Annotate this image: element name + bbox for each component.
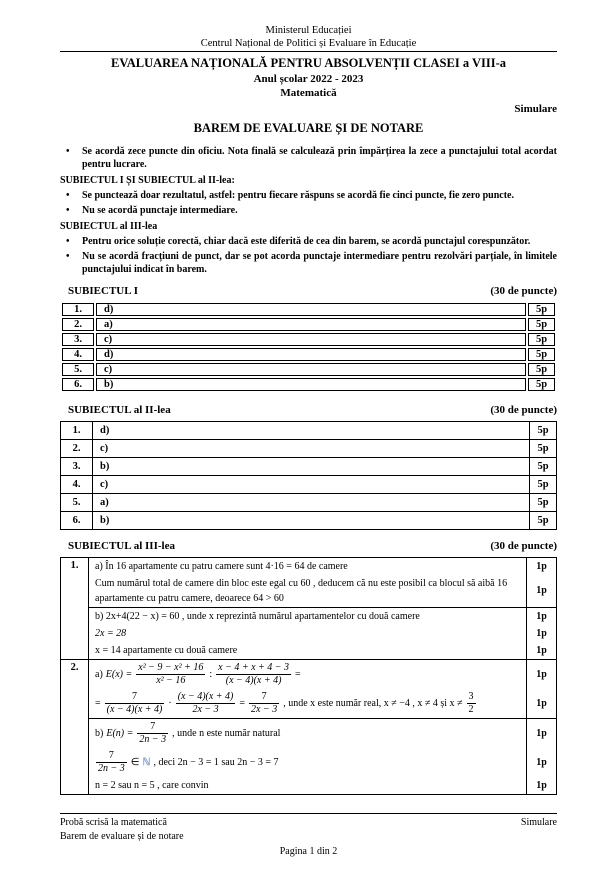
part-label: a) xyxy=(95,668,103,680)
note-bullet xyxy=(60,235,557,248)
table-row xyxy=(61,421,557,439)
section-points: (30 de puncte) xyxy=(490,403,557,416)
points-cell: 1p xyxy=(526,642,556,659)
item-number: 6. xyxy=(62,378,94,391)
item-number: 6. xyxy=(61,511,93,529)
section-title: SUBIECTUL I xyxy=(68,284,139,297)
points-cell: 5p xyxy=(530,421,557,439)
note-text: Se acordă zece puncte din oficiu. Nota finală se calculează prin împărțirea la zece a punctajului total acordat pentru lucrare. xyxy=(82,145,557,170)
item-number: 2. xyxy=(61,439,93,457)
operator: = xyxy=(295,668,301,680)
answer-cell: b) xyxy=(96,378,526,391)
solution-line xyxy=(89,575,556,607)
answer-cell: a) xyxy=(96,318,526,331)
solution-part-b xyxy=(89,719,556,794)
note-text: Se punctează doar rezultatul, astfel: pentru fiecare răspuns se acordă fie cinci puncte, fie zero puncte. xyxy=(82,189,514,201)
fraction: $\frac{(x - 4)(x + 4)}{2x - 3}$ xyxy=(177,690,234,715)
bullet-icon: • xyxy=(66,204,70,216)
solution-part-a xyxy=(89,558,556,608)
points-cell: 5p xyxy=(530,493,557,511)
section-points: (30 de puncte) xyxy=(490,539,557,552)
solution-line xyxy=(89,719,556,748)
table-row xyxy=(62,363,555,376)
page-number: Pagina 1 din 2 xyxy=(279,846,338,857)
solution-line xyxy=(89,689,556,718)
solution-line xyxy=(89,558,556,575)
table-row xyxy=(62,318,555,331)
points-cell: 5p xyxy=(528,303,555,316)
item-number: 2. xyxy=(62,318,94,331)
fraction: $\frac{7}{(x - 4)(x + 4)}$ xyxy=(106,690,163,715)
footer-variant: Simulare xyxy=(520,817,557,828)
solution-line xyxy=(89,608,556,625)
points-cell: 1p xyxy=(526,777,556,794)
answer-cell: c) xyxy=(96,363,526,376)
footer-doc-name: Barem de evaluare și de notare xyxy=(60,830,184,842)
bullet-icon: • xyxy=(66,235,70,247)
points-cell: 5p xyxy=(528,333,555,346)
ministry-line: Ministerul Educației xyxy=(265,25,352,36)
subject1-answers-table xyxy=(60,301,557,393)
table-row xyxy=(61,475,557,493)
fraction: $\frac{\text{x² − 9 − x² + 16}}{\text{x² − 16}}$ xyxy=(138,661,204,686)
operator: : xyxy=(209,668,213,680)
condition-text: , unde x este număr real, x ≠ −4 , x ≠ 4 și x ≠ xyxy=(283,697,463,709)
subject3-solutions-table xyxy=(60,557,557,795)
question-number: 1. xyxy=(61,557,89,659)
points-cell: 5p xyxy=(528,348,555,361)
solution-text: x = 14 apartamente cu două camere xyxy=(95,644,238,656)
points-cell: 1p xyxy=(526,689,556,718)
page-footer xyxy=(60,813,557,859)
solution-text: 2x = 28 xyxy=(95,627,127,639)
answer-cell: c) xyxy=(96,333,526,346)
points-cell: 5p xyxy=(530,439,557,457)
note-text: Nu se acordă fracțiuni de punct, dar se pot acorda punctaje intermediare pentru rezolvări parțiale, în limitele punctajului indicat în barem. xyxy=(82,250,557,275)
table-row xyxy=(62,303,555,316)
points-cell: 5p xyxy=(530,457,557,475)
note-bullet xyxy=(60,250,557,276)
points-cell: 5p xyxy=(530,511,557,529)
solution-text: n = 2 sau n = 5 , care convin xyxy=(95,779,209,791)
points-cell: 1p xyxy=(526,608,556,625)
question-body xyxy=(89,557,557,659)
subject-name: Matematică xyxy=(280,86,337,99)
points-cell: 5p xyxy=(530,475,557,493)
table-row xyxy=(61,493,557,511)
points-cell: 1p xyxy=(526,575,556,607)
grading-notes xyxy=(60,145,557,276)
variant-label: Simulare xyxy=(514,103,557,116)
operator: · xyxy=(168,697,172,709)
element-of-symbol: ∈ xyxy=(130,756,140,768)
condition-text: , deci 2n − 3 = 1 sau 2n − 3 = 7 xyxy=(153,756,279,768)
table-row xyxy=(62,378,555,391)
table-row xyxy=(62,333,555,346)
header-block xyxy=(60,24,557,52)
note-bullet xyxy=(60,189,557,202)
footer-divider xyxy=(60,813,557,814)
solution-part-b xyxy=(89,608,556,659)
points-cell: 1p xyxy=(526,660,556,689)
solution-line xyxy=(89,748,556,777)
points-cell: 1p xyxy=(526,719,556,748)
solution-text: a) În 16 apartamente cu patru camere sunt 4·16 = 64 de camere xyxy=(95,560,348,572)
table-row xyxy=(62,348,555,361)
page-content xyxy=(60,24,557,795)
math-expression xyxy=(89,719,526,748)
note-text: Pentru orice soluție corectă, chiar dacă este diferită de cea din barem, se acordă punctajul corespunzător. xyxy=(82,235,531,247)
note-bullet xyxy=(60,145,557,171)
math-lhs: E(x) = xyxy=(105,668,133,680)
solution-text: b) 2x+4(22 − x) = 60 , unde x reprezintă numărul apartamentelor cu două camere xyxy=(95,610,420,622)
subject3-heading xyxy=(60,540,557,552)
item-number: 1. xyxy=(62,303,94,316)
points-cell: 1p xyxy=(526,748,556,777)
math-expression xyxy=(89,748,526,777)
points-cell: 1p xyxy=(526,558,556,575)
section-points: (30 de puncte) xyxy=(490,284,557,297)
operator: = xyxy=(95,697,101,709)
note-text: Nu se acordă punctaje intermediare. xyxy=(82,204,238,216)
solution-part-a xyxy=(89,660,556,719)
section-title: SUBIECTUL al II-lea xyxy=(68,403,171,416)
fraction: $\frac{7}{2n - 3}$ xyxy=(98,749,125,774)
answer-cell: a) xyxy=(93,493,530,511)
points-cell: 5p xyxy=(528,378,555,391)
points-cell: 5p xyxy=(528,318,555,331)
subject1-heading xyxy=(60,285,557,297)
question-row xyxy=(61,659,557,794)
subject2-answers-table xyxy=(60,421,557,530)
points-cell: 5p xyxy=(528,363,555,376)
section-title: SUBIECTUL al III-lea xyxy=(68,539,175,552)
notes-subject12-heading: SUBIECTUL I ȘI SUBIECTUL al II-lea: xyxy=(60,174,235,186)
answer-cell: c) xyxy=(93,475,530,493)
solution-text: Cum numărul total de camere din bloc este egal cu 60 , deducem că nu este posibil ca blocul să aibă 16 apartamente cu patru camere, deoarece 64 > 60 xyxy=(95,577,508,604)
item-number: 3. xyxy=(61,457,93,475)
item-number: 3. xyxy=(62,333,94,346)
operator: = xyxy=(239,697,246,709)
natural-numbers-symbol: ℕ xyxy=(142,756,151,768)
item-number: 5. xyxy=(61,493,93,511)
fraction: $\frac{3}{2}$ xyxy=(468,690,474,715)
bullet-icon: • xyxy=(66,250,70,262)
table-row xyxy=(61,457,557,475)
solution-line xyxy=(89,777,556,794)
answer-cell: b) xyxy=(93,511,530,529)
answer-cell: c) xyxy=(93,439,530,457)
item-number: 1. xyxy=(61,421,93,439)
solution-line xyxy=(89,642,556,659)
answer-cell: d) xyxy=(96,348,526,361)
school-year: Anul școlar 2022 - 2023 xyxy=(253,72,364,85)
solution-line xyxy=(89,625,556,642)
bullet-icon: • xyxy=(66,189,70,201)
question-number: 2. xyxy=(61,659,89,794)
question-row xyxy=(61,557,557,659)
math-expression xyxy=(89,660,526,689)
answer-cell: d) xyxy=(93,421,530,439)
barem-title: BAREM DE EVALUARE ȘI DE NOTARE xyxy=(193,121,424,136)
part-label: b) xyxy=(95,727,104,739)
fraction: $\frac{x - 4 + x + 4 - 3}{(x - 4)(x + 4)}$ xyxy=(218,661,290,686)
points-cell: 1p xyxy=(526,625,556,642)
note-bullet xyxy=(60,204,557,217)
item-number: 4. xyxy=(62,348,94,361)
answer-cell: d) xyxy=(96,303,526,316)
subject2-heading xyxy=(60,404,557,416)
notes-subject3-heading: SUBIECTUL al III-lea xyxy=(60,220,158,232)
fraction: $\frac{7}{2x - 3}$ xyxy=(251,690,278,715)
footer-exam-name: Probă scrisă la matematică xyxy=(60,817,167,828)
item-number: 5. xyxy=(62,363,94,376)
bullet-icon: • xyxy=(66,145,70,157)
institution-line: Centrul Național de Politici și Evaluare în Educație xyxy=(200,38,417,50)
item-number: 4. xyxy=(61,475,93,493)
table-row xyxy=(61,439,557,457)
math-lhs: E(n) = xyxy=(106,727,134,739)
condition-text: , unde n este număr natural xyxy=(172,727,281,739)
answer-cell: b) xyxy=(93,457,530,475)
fraction: $\frac{7}{2n - 3}$ xyxy=(139,720,167,745)
math-expression xyxy=(89,689,526,718)
question-body xyxy=(89,659,557,794)
solution-line xyxy=(89,660,556,689)
exam-title: EVALUAREA NAȚIONALĂ PENTRU ABSOLVENȚII CLASEI a VIII-a xyxy=(110,56,506,71)
table-row xyxy=(61,511,557,529)
